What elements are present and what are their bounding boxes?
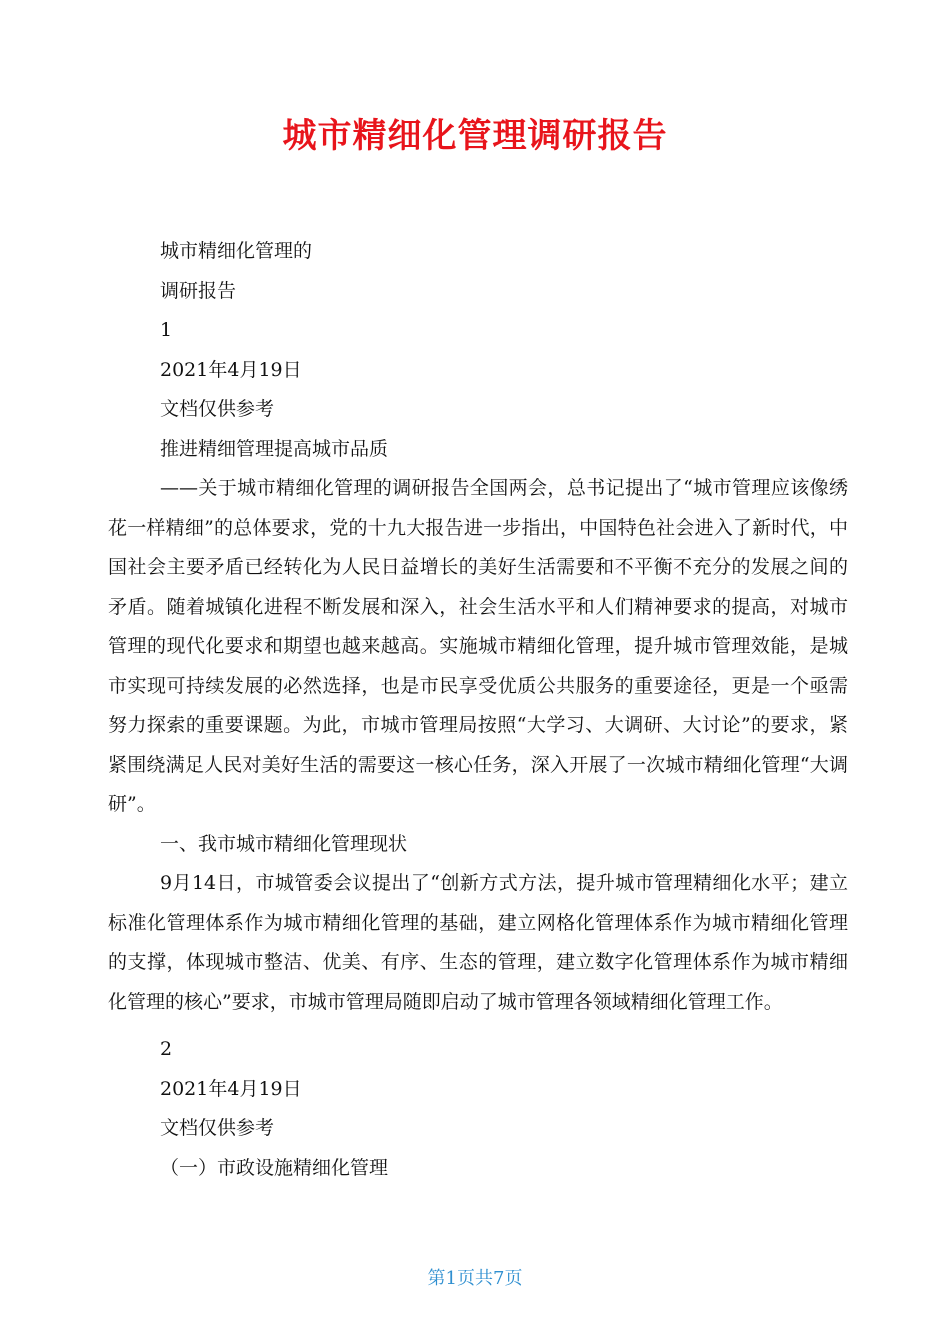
body-paragraph: 9月14日，市城管委会议提出了“创新方式方法，提升城市管理精细化水平；建立标准化管理体系作为城市精细化管理的基础，建立网格化管理体系作为城市精细化管理的支撑，体现城市整洁、优美、有序、生态的管理，建立数字化管理体系作为城市精细化管理的核心”要求，市城市管理局随即启动了城市管理各领域精细化管理工作。 (108, 872, 848, 1013)
page-number-marker: 2 (160, 1038, 173, 1060)
page-footer: 第1页共7页 (427, 1268, 523, 1289)
date-line: 2021年4月19日 (160, 1077, 302, 1100)
document-title: 城市精细化管理调研报告 (282, 116, 668, 156)
section-heading: （一）市政设施精细化管理 (160, 1156, 389, 1179)
reference-note: 文档仅供参考 (160, 1117, 275, 1139)
text-line: 调研报告 (160, 279, 237, 302)
section-heading: 一、我市城市精细化管理现状 (160, 832, 408, 855)
reference-note: 文档仅供参考 (160, 398, 275, 420)
text-line: 城市精细化管理的 (160, 240, 313, 262)
body-paragraph: ——关于城市精细化管理的调研报告全国两会，总书记提出了“城市管理应该像绣花一样精细”的总体要求，党的十九大报告进一步指出，中国特色社会进入了新时代，中国社会主要矛盾已经转化为人民日益增长的美好生活需要和不平衡不充分的发展之间的矛盾。随着城镇化进程不断发展和深入，社会生活水平和人们精神要求的提高，对城市管理的现代化要求和期望也越来越高。实施城市精细化管理，提升城市管理效能，是城市实现可持续发展的必然选择，也是市民享受优质公共服务的重要途径，更是一个亟需努力探索的重要课题。为此，市城市管理局按照“大学习、大调研、大讨论”的要求，紧紧围绕满足人民对美好生活的需要这一核心任务，深入开展了一次城市精细化管理“大调研”。 (108, 477, 848, 815)
page-number-marker: 1 (160, 319, 173, 341)
subtitle-line: 推进精细管理提高城市品质 (160, 437, 389, 460)
date-line: 2021年4月19日 (160, 358, 302, 381)
document-body (108, 232, 848, 1188)
